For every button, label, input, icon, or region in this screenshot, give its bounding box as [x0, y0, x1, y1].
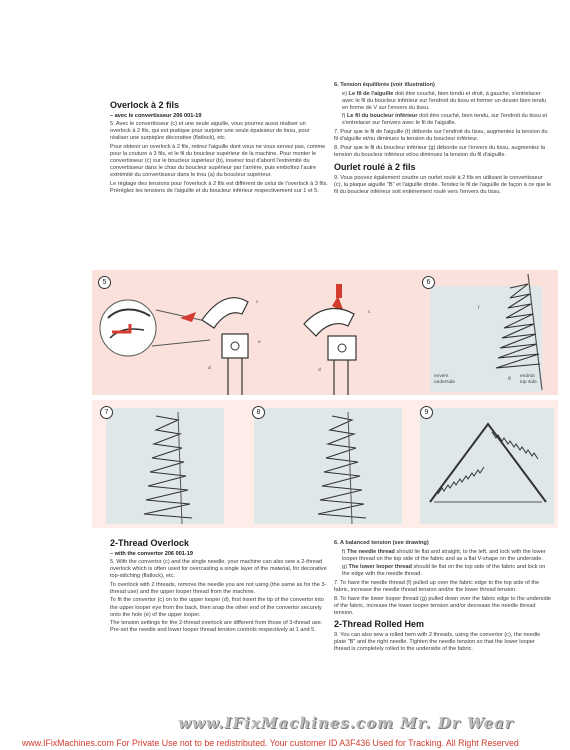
figure-number: 8 — [252, 406, 265, 419]
en-rolled-hem-heading: 2-Thread Rolled Hem — [334, 618, 425, 629]
fr-item-6: 6. Tension équilibrée (voir illustration) — [334, 82, 435, 88]
paragraph: Le réglage des tensions pour l'overlock à 2 fils est différent de celui de l'overlock à 3 fils. Préréglez les tensions de l'aiguille et du boucleur inférieur respectivement sur 1 et 5. — [110, 180, 328, 194]
copyright-footer: www.IFixMachines.com For Private Use not to be redistributed. Your customer ID A3F436 Used for Tracking. All Right Reserved — [22, 738, 519, 748]
label-c: c — [368, 310, 371, 315]
paragraph: To fit the convertor (c) on to the upper looper (d), first insert the tip of the convertor into the upper looper eye from the back, then snap the other end of the convertor securely onto the hole (e) of the upper looper. — [110, 597, 324, 618]
paragraph: 5. With the convertor (c) and the single needle, your machine can also sew a 2-thread overlock which is often used for overcasting a single layer of the material, for decorative top-stitching (flatlock), etc. — [110, 559, 327, 580]
en-item-8: 8. To have the lower looper thread (g) pulled down over the fabric edge to the underside of the fabric, increase the lower looper tension and/or decrease the needle thread tension. — [334, 595, 551, 616]
fr-item-e: e) Le fil de l'aiguille doit être couché, bien tendu et droit, à gauche, s'entrelacer avec le fil du boucleur inférieur sur l'endroit du tissu et former un dessin bien tendu en forme de V sur l'envers du tissu. — [342, 90, 547, 111]
watermark: www.IFixMachines.com Mr. Dr Wear — [178, 714, 514, 732]
en-overlock-body — [110, 559, 328, 634]
paragraph: Pour obtenir un overlock à 2 fils, retirez l'aiguille dont vous ne vous servez pas, comme pour la couture à 3 fils, et le fil du boucleur supérieur de la machine. Pour monter le convertisseur (c) sur le boucleur supérieur (b), insérez tout d'abord l'extrémité du convertisseur dans le chas du boucleur supérieur par l'arrière, puis emboîtez l'autre extrémité du convertisseur dans le trou (a) du boucleur supérieur. — [110, 143, 326, 179]
term: Le fil du boucleur inférieur — [346, 113, 418, 120]
fr-item-7: 7. Pour que le fil de l'aiguille (f) déborde sur l'endroit du tissu, augmentez la tension du fil d'aiguille et/ou diminuez la tension du boucleur inférieur. — [334, 129, 548, 143]
en-overlock-section — [110, 538, 328, 636]
rolled-hem-drawing — [416, 402, 558, 526]
figure-number: 9 — [420, 406, 433, 419]
caption-underside: underside — [434, 380, 456, 385]
definition: doit être couché, bien tendu et droit, à gauche, s'entrelacer avec le fil du boucleur inférieur sur l'endroit du tissu et former un dessin bien tendu en forme de V sur l'envers du tissu. — [342, 90, 547, 111]
definition: should lie flat on the top side of the fabric and lock on the edge with the needle thread. — [342, 564, 546, 578]
en-item-7: 7. To have the needle thread (f) pulled up over the fabric edge to the top side of the fabric, increase the needle thread tension and/or the lower thread tension. — [334, 579, 540, 594]
converter-snap-drawing — [282, 270, 400, 395]
fr-item-9: 9. Vous pouvez également coudre un ourlet roulé à 2 fils en utilisant le convertisseur (c), la plaque aiguille "B" et l'aiguille droite. Tendez le fil de l'aiguille de façon à ce que le fil du boucleur inférieur soit entièrement roulé vers l'envers du tissu. — [334, 174, 552, 196]
definition: doit être couché, bien tendu, sur l'endroit du tissu et s'entrelacer sur l'envers avec le fil de l'aiguille. — [342, 113, 548, 127]
caption-top-side: top side — [520, 380, 537, 385]
en-item-9: 9. You can also sew a rolled hem with 2 threads, using the convertor (c), the needle plate "B" and the right needle. Tighten the needle tension so that the lower looper thread is completely rolled to the underside of the fabric. — [334, 631, 541, 653]
caption-endroit: endroit — [520, 374, 535, 379]
paragraph: 5. Avec le convertisseur (c) et une seule aiguille, vous pourrez aussi réaliser un overlock à 2 fils, qui est pratique pour surjeter une seule épaisseur de tissu, pour réaliser une surpiqûre décorative (flatlock), etc. — [110, 121, 310, 142]
figure-5 — [92, 270, 277, 395]
caption-envers: envers — [434, 374, 449, 379]
label-g: g — [508, 376, 511, 381]
en-item-f: f) The needle thread should lie flat and straight, to the left, and lock with the lower looper thread on the top side of the fabric and as a flat V-shape on the underside. — [342, 548, 546, 562]
figure-5-step-2 — [282, 270, 400, 395]
figure-6 — [410, 270, 558, 395]
figure-number: 6 — [422, 276, 435, 289]
fr-overlock-heading: Overlock à 2 fils — [110, 100, 180, 110]
label-e: e — [258, 340, 261, 345]
en-tension-section — [334, 540, 552, 712]
needle-thread-tight-drawing — [96, 402, 240, 526]
fr-tension-section — [334, 82, 552, 198]
fr-overlock-section — [110, 100, 328, 196]
en-item-6: 6. A balanced tension (see drawing) — [334, 540, 429, 546]
en-item-g: g) The lower looper thread should lie flat on the top side of the fabric and lock on the edge with the needle thread. — [342, 564, 546, 578]
figure-8 — [248, 402, 408, 526]
label-d: d — [208, 366, 211, 371]
en-overlock-subheading: – with the convertor 206 001-19 — [110, 551, 194, 557]
definition: should lie flat and straight, to the left, and lock with the lower looper thread on the top side of the fabric and as a flat V-shape on the underside. — [342, 548, 546, 562]
balanced-tension-stitch-drawing — [410, 270, 558, 395]
en-overlock-heading: 2-Thread Overlock — [110, 538, 190, 548]
label-d: d — [318, 368, 321, 373]
paragraph: The tension settings for the 2-thread overlock are different from those of 3-thread use. Pre-set the needle and lower looper thread tension controls respectively at 1 and 5. — [110, 620, 323, 634]
term: The lower looper thread — [348, 564, 412, 571]
figure-number: 5 — [98, 276, 111, 289]
converter-insertion-drawing — [92, 270, 277, 395]
label-c: c — [256, 300, 259, 305]
term: The needle thread — [346, 548, 395, 555]
label-f: f — [478, 306, 480, 311]
figure-9 — [416, 402, 558, 526]
paragraph: To overlock with 2 threads, remove the needle you are not using (the same as for the 3-thread use) and the upper looper thread from the machine. — [110, 581, 327, 595]
looper-thread-tight-drawing — [248, 402, 408, 526]
figure-7 — [96, 402, 240, 526]
fr-item-8: 8. Pour que le fil du boucleur inférieur (g) déborde sur l'envers du tissu, augmentez la tension du boucleur inférieur et/ou diminuez la tension du fil d'aiguille. — [334, 144, 545, 158]
figure-number: 7 — [100, 406, 113, 419]
fr-overlock-subheading: – avec le convertisseur 206 001-19 — [110, 113, 202, 119]
term: Le fil de l'aiguille — [348, 90, 394, 97]
fr-item-f: f) Le fil du boucleur inférieur doit être couché, bien tendu, sur l'endroit du tissu et s'entrelacer sur l'envers avec le fil de l'aiguille. — [342, 113, 548, 127]
fr-overlock-body — [110, 121, 328, 195]
fr-rolled-hem-heading: Ourlet roulé à 2 fils — [334, 161, 416, 172]
